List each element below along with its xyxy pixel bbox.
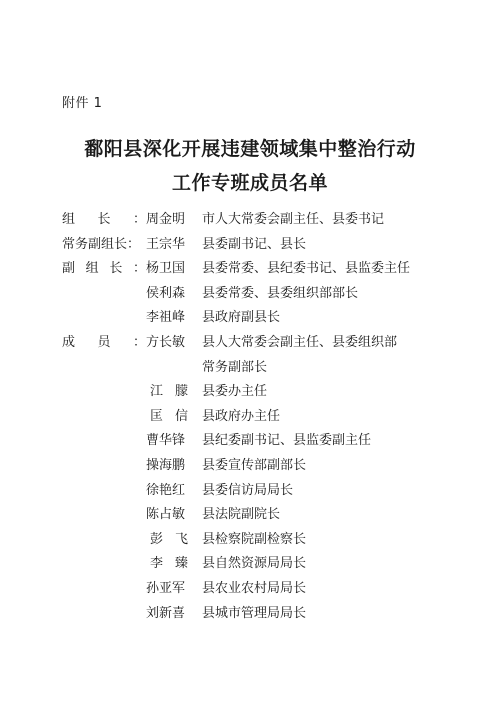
member-post: 县政府办主任: [202, 408, 281, 424]
member-name: 周金明: [146, 212, 186, 227]
member-name: 彭 飞: [150, 531, 188, 547]
member-row: [62, 282, 482, 307]
member-role: 常务副组长：: [62, 236, 141, 252]
member-role: 副 组 长 ：: [62, 261, 146, 277]
member-name: 王宗华: [146, 236, 186, 252]
member-row: [62, 552, 482, 577]
member-name: 曹华锋: [146, 433, 186, 449]
member-list: [62, 208, 482, 626]
member-name: 侯利森: [146, 285, 186, 301]
member-name: 孙亚军: [146, 580, 186, 596]
member-name: 陈占敏: [146, 507, 186, 523]
member-post: 县检察院副检察长: [202, 531, 307, 547]
member-post: 县人大常委会副主任、县委组织部: [202, 334, 398, 350]
member-row: [62, 602, 482, 627]
member-row: [62, 528, 482, 553]
member-post: 县农业农村局局长: [202, 580, 307, 596]
member-post: 县法院副院长: [202, 507, 281, 523]
member-post: 县委常委、县纪委书记、县监委主任: [202, 261, 411, 277]
member-row: [62, 429, 482, 454]
member-row: [62, 503, 482, 528]
member-post: 县委副书记、县长: [202, 236, 307, 252]
member-post: 市人大常委会副主任、县委书记: [202, 212, 385, 227]
member-row: [62, 257, 482, 282]
member-row: [62, 331, 482, 356]
member-post: 县委宣传部副部长: [202, 457, 307, 473]
member-role: 成 员 ：: [62, 334, 146, 350]
member-post: 县政府副县长: [202, 310, 281, 326]
member-row: [62, 479, 482, 504]
document-title-line-2: 工作专班成员名单: [171, 172, 328, 194]
member-post: 县委常委、县委组织部部长: [202, 285, 359, 301]
member-row: [62, 454, 482, 479]
member-row: [62, 233, 482, 258]
member-name: 李 臻: [150, 556, 188, 572]
member-post: 县委信访局局长: [202, 482, 294, 498]
member-name: 方长敏: [146, 334, 186, 350]
attachment-label: 附件 1: [62, 96, 103, 111]
member-role: 组 长 ：: [62, 212, 146, 227]
member-row: [62, 380, 482, 405]
member-name: 江 朦: [150, 384, 188, 400]
member-name: 匡 信: [150, 408, 188, 424]
member-row: [62, 577, 482, 602]
member-post: 县城市管理局局长: [202, 605, 307, 621]
member-name: 杨卫国: [146, 261, 186, 277]
member-row: [62, 405, 482, 430]
member-post: 县自然资源局局长: [202, 556, 307, 572]
member-row: [62, 306, 482, 331]
member-row: [62, 208, 482, 233]
member-post: 常务副部长: [202, 359, 268, 375]
member-post: 县纪委副书记、县监委副主任: [202, 433, 372, 449]
document-title-line-1: 鄱阳县深化开展违建领域集中整治行动: [84, 138, 416, 160]
member-post: 县委办主任: [202, 384, 268, 400]
member-name: 操海鹏: [146, 457, 186, 473]
member-name: 刘新喜: [146, 605, 186, 621]
member-name: 徐艳红: [146, 482, 186, 498]
member-name: 李祖峰: [146, 310, 186, 326]
member-row: [62, 356, 482, 381]
